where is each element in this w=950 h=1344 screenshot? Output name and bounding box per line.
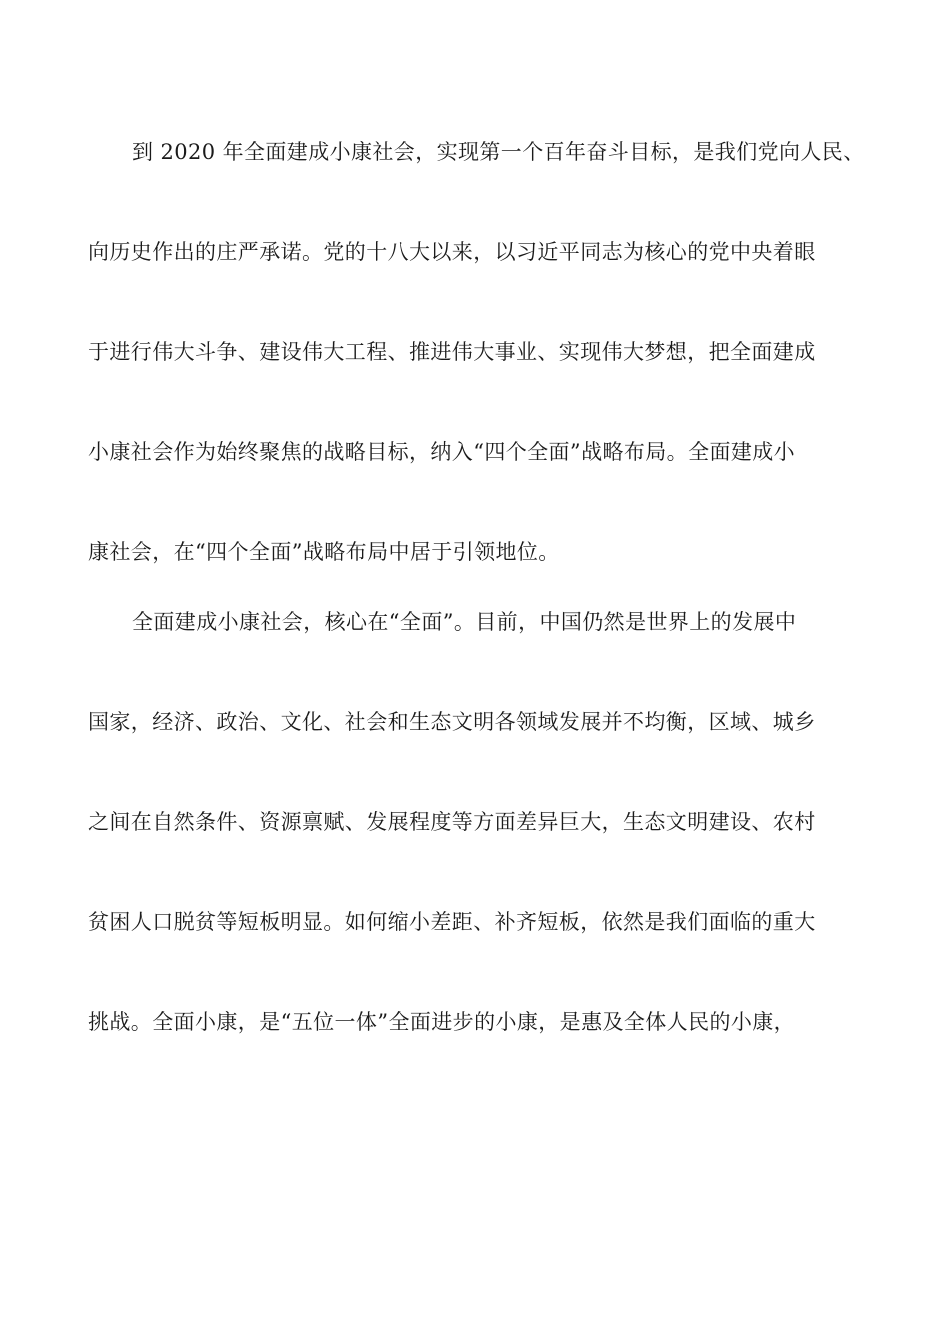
paragraph-1-line-5: 康社会，在“四个全面”战略布局中居于引领地位。: [88, 540, 560, 564]
paragraph-1-line-4: 小康社会作为始终聚焦的战略目标，纳入“四个全面”战略布局。全面建成小: [88, 440, 796, 464]
paragraph-1-line-1: 到 2020 年全面建成小康社会，实现第一个百年奋斗目标，是我们党向人民、: [132, 140, 865, 164]
paragraph-2-line-4: 贫困人口脱贫等短板明显。如何缩小差距、补齐短板，依然是我们面临的重大: [88, 910, 816, 934]
paragraph-2-line-1: 全面建成小康社会，核心在“全面”。目前，中国仍然是世界上的发展中: [132, 610, 797, 634]
paragraph-2-line-2: 国家，经济、政治、文化、社会和生态文明各领域发展并不均衡，区域、城乡: [88, 710, 816, 734]
paragraph-2-line-3: 之间在自然条件、资源禀赋、发展程度等方面差异巨大，生态文明建设、农村: [88, 810, 816, 834]
paragraph-1-line-3: 于进行伟大斗争、建设伟大工程、推进伟大事业、实现伟大梦想，把全面建成: [88, 340, 816, 364]
paragraph-2-line-5: 挑战。全面小康，是“五位一体”全面进步的小康，是惠及全体人民的小康，: [88, 1010, 796, 1034]
paragraph-1-line-2: 向历史作出的庄严承诺。党的十八大以来，以习近平同志为核心的党中央着眼: [88, 240, 816, 264]
